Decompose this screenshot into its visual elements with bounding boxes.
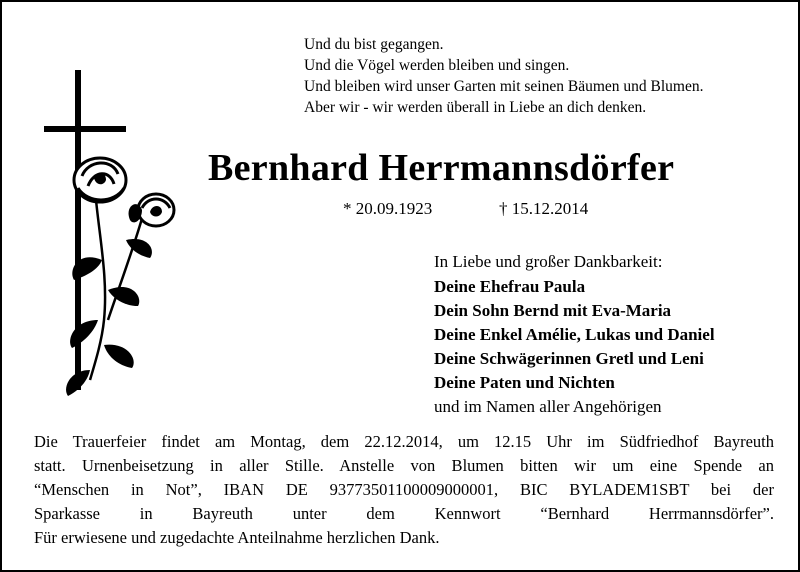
mourner-name: Deine Ehefrau Paula	[434, 277, 586, 296]
service-information	[34, 430, 774, 550]
poem	[304, 34, 703, 118]
service-line: “Menschen in Not”, IBAN DE 93773501100009000001, BIC BYLADEM1SBT bei der	[34, 480, 774, 499]
death-date: † 15.12.2014	[499, 199, 589, 218]
poem-line: Und du bist gegangen.	[304, 36, 444, 53]
deceased-name: Bernhard Herrmannsdörfer	[208, 147, 675, 189]
service-line: Für erwiesene und zugedachte Anteilnahme herzlichen Dank.	[34, 528, 440, 547]
poem-line: Und die Vögel werden bleiben und singen.	[304, 57, 570, 74]
service-line: statt. Urnenbeisetzung in aller Stille. Anstelle von Blumen bitten wir um eine Spende an	[34, 456, 774, 475]
mourner-name: Dein Sohn Bernd mit Eva-Maria	[434, 301, 672, 320]
service-line: Sparkasse in Bayreuth unter dem Kennwort “Bernhard Herrmannsdörfer”.	[34, 504, 774, 523]
mourners-closing: und im Namen aller Angehörigen	[434, 397, 662, 416]
birth-date: * 20.09.1923	[343, 199, 433, 218]
mourners-list	[434, 250, 715, 419]
mourner-name: Deine Schwägerinnen Gretl und Leni	[434, 349, 704, 368]
mourner-name: Deine Paten und Nichten	[434, 373, 615, 392]
mourners-intro: In Liebe und großer Dankbarkeit:	[434, 252, 663, 271]
service-line: Die Trauerfeier findet am Montag, dem 22.12.2014, um 12.15 Uhr im Südfriedhof Bayreuth	[34, 432, 774, 451]
poem-line: Und bleiben wird unser Garten mit seinen Bäumen und Blumen.	[304, 78, 704, 95]
cross-with-roses-icon	[38, 70, 188, 400]
poem-line: Aber wir - wir werden überall in Liebe an dich denken.	[304, 99, 647, 116]
mourner-name: Deine Enkel Amélie, Lukas und Daniel	[434, 325, 715, 344]
